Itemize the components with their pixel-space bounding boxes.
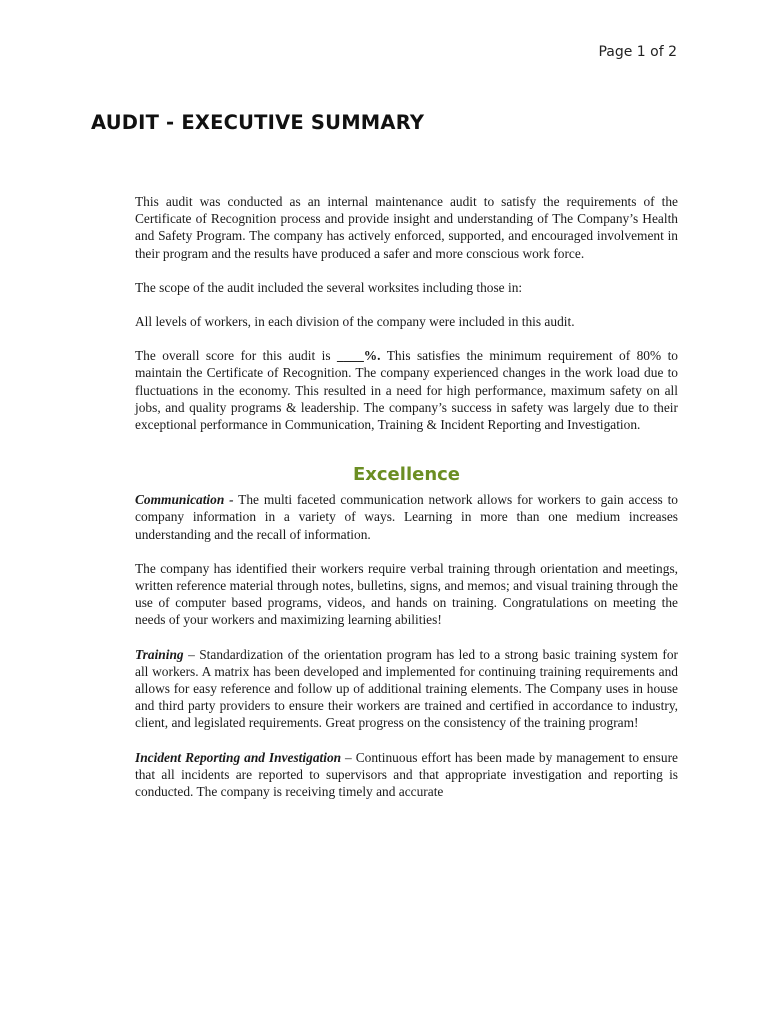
incident-paragraph [135,749,678,801]
document-title: AUDIT - EXECUTIVE SUMMARY [91,111,425,134]
workers-paragraph: All levels of workers, in each division of the company were included in this audit. [135,314,575,330]
training-term: Training [135,646,184,662]
communication-term: Communication - [135,492,234,508]
communication-paragraph [135,491,678,543]
communication-detail-paragraph: The company has identified their workers require verbal training through orientation and meetings, written reference material through notes, bulletins, signs, and memos; and visual training through the use of computer based programs, videos, and hands on training. Congratulations on meeting the needs of your workers and maximizing learning abilities! [135,560,678,628]
score-rest-text: This satisfies the minimum requirement of 80% to maintain the Certificate of Recognition. The company experienced changes in the work load due to fluctuations in the economy. This resulted in a need for high performance, maximum safety on all jobs, and quality programs & leadership. The company’s success in safety was largely due to their exceptional performance in Communication, Training & Incident Reporting and Investigation. [135,348,678,433]
excellence-heading: Excellence [352,464,461,486]
training-paragraph [135,646,678,732]
incident-text: – Continuous effort has been made by management to ensure that all incidents are reported to supervisors and that appropriate investigation and reporting is conducted. The company is receiving timely and accurate [135,749,678,800]
document-body [135,193,678,817]
incident-term: Incident Reporting and Investigation [135,749,342,765]
score-paragraph [135,347,678,433]
page-number: Page 1 of 2 [598,44,677,60]
intro-paragraph: This audit was conducted as an internal maintenance audit to satisfy the requirements of the Certificate of Recognition process and provide insight and understanding of The Company’s Health and Safety Program. The company has actively enforced, supported, and encouraged involvement in their program and the results have produced a safer and more conscious work force. [135,194,678,261]
scope-paragraph: The scope of the audit included the several worksites including those in: [135,279,523,295]
score-blank: ____%. [337,348,381,364]
training-text: – Standardization of the orientation program has led to a strong basic training system for all workers. A matrix has been developed and implemented for continuing training requirements and allows for easy reference and follow up of additional training elements. The Company uses in house and third party providers to ensure their workers are trained and certified in accordance to industry, client, and legislated requirements. Great progress on the consistency of the training program! [135,646,678,731]
score-lead-text: The overall score for this audit is [135,348,337,364]
communication-text: The multi faceted communication network allows for workers to gain access to company information in a variety of ways. Learning in more than one medium increases understanding and the recall of information. [135,492,678,542]
